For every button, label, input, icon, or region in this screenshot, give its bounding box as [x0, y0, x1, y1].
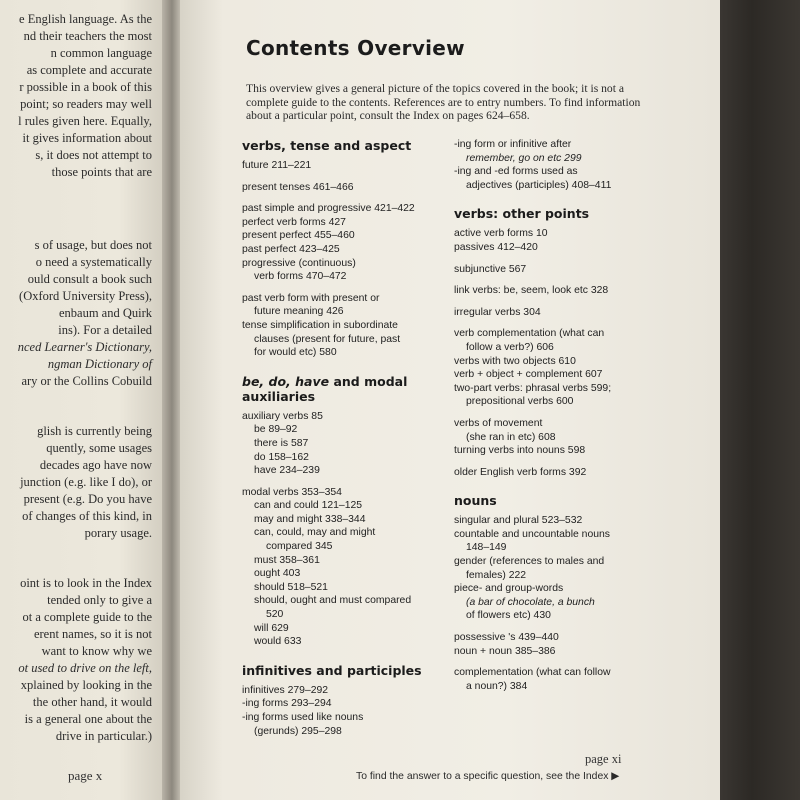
contents-entry: tense simplification in subordinate: [242, 319, 398, 331]
left-text-line: those points that are: [51, 165, 152, 179]
left-text-line: o need a systematically: [35, 255, 152, 269]
contents-entry: can and could 121–125: [254, 500, 363, 512]
left-text-line: glish is currently being: [37, 424, 152, 438]
contents-entry: subjunctive 567: [454, 263, 527, 275]
left-text-line: ins). For a detailed: [58, 323, 152, 337]
left-text-line: decades ago have now: [39, 458, 152, 472]
contents-entry: progressive (continuous): [242, 257, 356, 269]
left-text-line: present (e.g. Do you have: [23, 492, 152, 506]
left-text-line: as complete and accurate: [26, 63, 152, 77]
contents-entry: should, ought and must compared: [254, 595, 412, 607]
contents-entry: infinitives 279–292: [242, 684, 329, 696]
contents-entry: ought 403: [254, 568, 301, 580]
left-page: [0, 0, 170, 800]
contents-entry: clauses (present for future, past: [254, 333, 401, 345]
left-text-line: porary usage.: [84, 526, 152, 540]
contents-entry: would 633: [254, 636, 302, 648]
contents-entry: prepositional verbs 600: [466, 396, 574, 408]
left-text-line: e English language. As the: [19, 12, 152, 26]
contents-entry: possessive 's 439–440: [454, 632, 559, 644]
left-text-line: enbaum and Quirk: [58, 306, 152, 320]
left-text-line: of changes of this kind, in: [22, 509, 152, 523]
contents-entry: auxiliary verbs 85: [242, 410, 323, 422]
contents-entry: (gerunds) 295–298: [254, 725, 342, 737]
contents-entry: remember, go on etc 299: [466, 152, 582, 164]
section-heading: verbs: other points: [454, 206, 590, 222]
contents-entry: females) 222: [466, 569, 527, 581]
contents-entry: verb complementation (what can: [454, 328, 605, 340]
contents-entry: be 89–92: [254, 424, 298, 436]
contents-entry: gender (references to males and: [454, 556, 605, 568]
left-text-line: erent names, so it is not: [33, 627, 152, 641]
contents-right-column: [454, 138, 654, 693]
contents-entry: two-part verbs: phrasal verbs 599;: [454, 382, 612, 394]
contents-entry: -ing forms 293–294: [242, 698, 332, 710]
contents-entry: a noun?) 384: [466, 680, 528, 692]
contents-entry: 148–149: [466, 542, 507, 554]
left-text-line: ary or the Collins Cobuild: [21, 374, 152, 388]
contents-entry: link verbs: be, seem, look etc 328: [454, 285, 609, 297]
left-text-line: l rules given here. Equally,: [18, 114, 152, 128]
left-text-line: the other hand, it would: [32, 695, 152, 709]
section-heading-italic: be, do, have: [242, 373, 330, 389]
contents-entry: -ing forms used like nouns: [242, 712, 364, 723]
contents-entry: countable and uncountable nouns: [454, 528, 610, 540]
contents-entry: noun + noun 385–386: [454, 645, 556, 657]
page-title: Contents Overview: [246, 36, 465, 60]
section-heading: nouns: [454, 493, 497, 509]
intro-paragraph: This overview gives a general picture of the topics covered in the book; it is not a complete guide to the contents. References are to entry numbers. To find information about a particular point, consult the Index on pages 624–658.: [246, 82, 641, 122]
left-text-line: nced Learner's Dictionary,: [17, 340, 152, 354]
left-text-line: is a general one about the: [24, 712, 152, 726]
left-text-line: oint is to look in the Index: [20, 576, 152, 590]
left-text-line: s, it does not attempt to: [35, 148, 152, 162]
left-text-line: ngman Dictionary of: [47, 357, 152, 371]
contents-entry: passives 412–420: [454, 241, 538, 253]
left-page-number: page x: [68, 768, 103, 783]
left-text-line: n common language: [50, 46, 152, 60]
left-text-line: quently, some usages: [46, 441, 152, 455]
contents-entry: verbs of movement: [454, 417, 543, 429]
contents-entry: verb + object + complement 607: [454, 369, 603, 381]
contents-entry: will 629: [254, 622, 289, 634]
contents-entry: irregular verbs 304: [454, 306, 541, 318]
contents-entry: past perfect 423–425: [242, 243, 340, 255]
contents-entry: there is 587: [254, 437, 309, 449]
section-heading: [242, 374, 452, 404]
contents-entry: complementation (what can follow: [454, 667, 611, 679]
contents-entry: future meaning 426: [254, 306, 344, 318]
contents-entry: may and might 338–344: [254, 513, 366, 525]
contents-entry: should 518–521: [254, 581, 328, 593]
left-text-line: it gives information about: [22, 131, 152, 145]
right-page: [180, 0, 720, 800]
contents-entry: present perfect 455–460: [242, 230, 355, 242]
contents-entry: adjectives (participles) 408–411: [466, 179, 612, 191]
contents-entry: -ing and -ed forms used as: [454, 166, 578, 178]
contents-entry: of flowers etc) 430: [466, 610, 551, 622]
contents-entry: compared 345: [266, 541, 333, 553]
contents-entry: follow a verb?) 606: [466, 341, 554, 353]
contents-entry: past simple and progressive 421–422: [242, 203, 415, 215]
left-text-line: ot a complete guide to the: [22, 610, 152, 624]
left-text-line: s of usage, but does not: [34, 238, 152, 252]
left-text-line: drive in particular.): [55, 729, 152, 743]
dark-background: [720, 0, 800, 800]
contents-entry: have 234–239: [254, 465, 320, 477]
left-text-line: want to know why we: [41, 644, 152, 658]
contents-entry: verbs with two objects 610: [454, 355, 576, 367]
contents-entry: past verb form with present or: [242, 292, 380, 304]
contents-entry: can, could, may and might: [254, 527, 376, 539]
contents-entry: verb forms 470–472: [254, 271, 347, 283]
contents-entry: modal verbs 353–354: [242, 486, 342, 498]
contents-entry: 520: [266, 609, 284, 621]
contents-entry: (she ran in etc) 608: [466, 431, 556, 443]
contents-entry: present tenses 461–466: [242, 181, 354, 193]
footer-note: To find the answer to a specific question, see the Index ▶: [356, 771, 620, 782]
contents-entry: must 358–361: [254, 554, 320, 566]
left-text-line: ould consult a book such: [27, 272, 152, 286]
section-heading: infinitives and participles: [242, 662, 422, 678]
contents-entry: for would etc) 580: [254, 347, 337, 359]
contents-entry: piece- and group-words: [454, 583, 564, 595]
left-text-line: point; so readers may well: [20, 97, 152, 111]
contents-entry: do 158–162: [254, 451, 309, 463]
left-text-line: r possible in a book of this: [19, 80, 152, 94]
contents-entry: -ing form or infinitive after: [454, 139, 572, 150]
contents-left-column: [242, 138, 452, 738]
right-page-number: page xi: [585, 752, 622, 766]
section-heading-rest: and modal auxiliaries: [242, 373, 408, 404]
left-text-line: ot used to drive on the left,: [18, 661, 152, 675]
left-text-line: nd their teachers the most: [23, 29, 152, 43]
left-text-line: tended only to give a: [47, 593, 152, 607]
left-text-line: (Oxford University Press),: [19, 289, 152, 303]
contents-entry: future 211–221: [242, 160, 312, 171]
contents-entry: (a bar of chocolate, a bunch: [466, 596, 595, 608]
contents-entry: singular and plural 523–532: [454, 515, 583, 527]
section-heading: verbs, tense and aspect: [242, 138, 412, 153]
contents-entry: perfect verb forms 427: [242, 216, 346, 228]
contents-entry: active verb forms 10: [454, 228, 548, 240]
contents-entry: older English verb forms 392: [454, 466, 587, 478]
left-text-line: xplained by looking in the: [20, 678, 152, 692]
contents-entry: turning verbs into nouns 598: [454, 445, 586, 457]
left-text-line: junction (e.g. like I do), or: [20, 475, 152, 489]
